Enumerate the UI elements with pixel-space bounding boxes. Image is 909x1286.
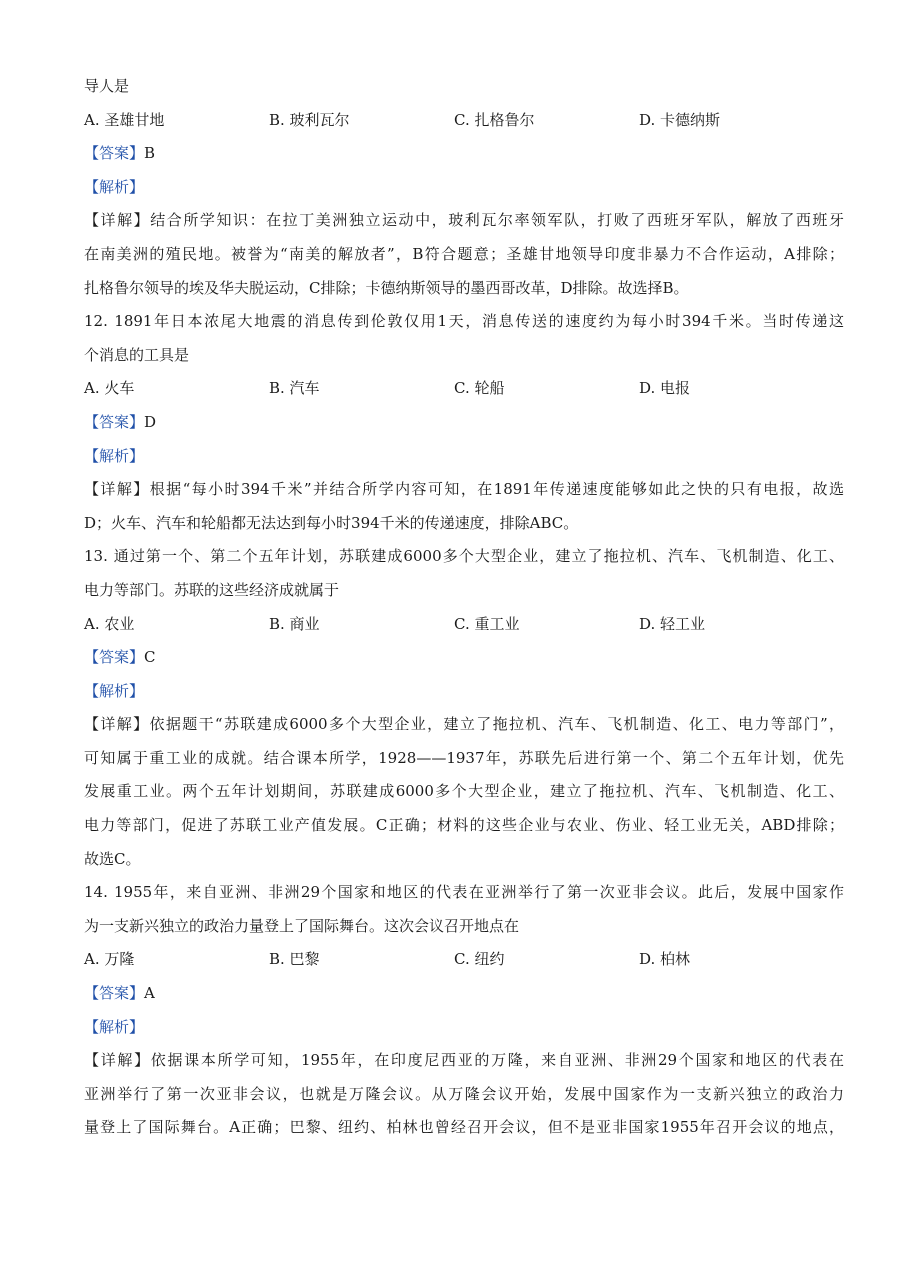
q14-analysis-heading xyxy=(84,1011,844,1045)
q11-options xyxy=(84,104,844,138)
detail-tag: 【详解】 xyxy=(84,1051,151,1070)
q14-detail-line-2: 亚洲举行了第一次亚非会议，也就是万隆会议。从万隆会议开始，发展中国家作为一支新兴独立的政治力 xyxy=(84,1084,844,1103)
q11-option-c: C. 扎格鲁尔 xyxy=(454,110,535,129)
answer-value: A xyxy=(144,984,155,1003)
q11-answer xyxy=(84,137,844,171)
q14-option-a: A. 万隆 xyxy=(84,950,135,969)
q12-options xyxy=(84,372,844,406)
q12-option-a: A. 火车 xyxy=(84,379,135,398)
q12-option-d: D. 电报 xyxy=(639,379,691,398)
q13-stem-line-2: 电力等部门。苏联的这些经济成就属于 xyxy=(84,580,340,599)
q11-option-a: A. 圣雄甘地 xyxy=(84,110,165,129)
q13-option-b: B. 商业 xyxy=(269,614,320,633)
q14-option-d: D. 柏林 xyxy=(639,950,691,969)
answer-tag: 【答案】 xyxy=(84,648,145,667)
q11-stem-tail: 导人是 xyxy=(84,77,130,95)
q14-options xyxy=(84,943,844,977)
q14-detail-line-1: 【详解】依据课本所学可知，1955年，在印度尼西亚的万隆，来自亚洲、非洲29个国家和地区的代表在 xyxy=(84,1051,844,1070)
answer-value: C xyxy=(144,648,156,667)
q11-option-b: B. 玻利瓦尔 xyxy=(269,110,350,129)
detail-tag: 【详解】 xyxy=(84,211,151,230)
q13-detail-line-3: 发展重工业。两个五年计划期间，苏联建成6000多个大型企业，建立了拖拉机、汽车、飞机制造、化工、 xyxy=(84,782,844,801)
q13-analysis-heading xyxy=(84,675,844,709)
q11-detail-line-2: 在南美洲的殖民地。被誉为“南美的解放者”，B符合题意；圣雄甘地领导印度非暴力不合作运动，A排除； xyxy=(84,244,844,263)
q11-detail-line-1: 【详解】结合所学知识：在拉丁美洲独立运动中，玻利瓦尔率领军队，打败了西班牙军队，解放了西班牙 xyxy=(84,211,844,230)
answer-tag: 【答案】 xyxy=(84,412,145,431)
q14-stem-line-2: 为一支新兴独立的政治力量登上了国际舞台。这次会议召开地点在 xyxy=(84,916,520,935)
q13-detail-line-1: 【详解】依据题干“苏联建成6000多个大型企业，建立了拖拉机、汽车、飞机制造、化工、电力等部门”， xyxy=(84,715,844,734)
q13-options xyxy=(84,608,844,642)
q14-option-c: C. 纽约 xyxy=(454,950,505,969)
detail-tag: 【详解】 xyxy=(84,480,150,499)
q11-analysis-heading xyxy=(84,171,844,205)
q12-detail-line-2: D；火车、汽车和轮船都无法达到每小时394千米的传递速度，排除ABC。 xyxy=(84,513,579,532)
q11-detail-line-3: 扎格鲁尔领导的埃及华夫脱运动，C排除；卡德纳斯领导的墨西哥改革，D排除。故选择B。 xyxy=(84,278,689,297)
q13-detail-line-4: 电力等部门，促进了苏联工业产值发展。C正确；材料的这些企业与农业、伤业、轻工业无关，ABD排除； xyxy=(84,816,844,835)
q12-detail-line-1: 【详解】根据“每小时394千米”并结合所学内容可知，在1891年传递速度能够如此之快的只有电报，故选 xyxy=(84,480,844,499)
q13-stem-line-1: 13. 通过第一个、第二个五年计划，苏联建成6000多个大型企业，建立了拖拉机、汽车、飞机制造、化工、 xyxy=(84,547,844,566)
q14-answer xyxy=(84,977,844,1011)
answer-tag: 【答案】 xyxy=(84,984,145,1003)
q13-option-a: A. 农业 xyxy=(84,614,135,633)
q12-option-c: C. 轮船 xyxy=(454,379,505,398)
q13-option-c: C. 重工业 xyxy=(454,614,520,633)
q14-detail-line-3: 量登上了国际舞台。A正确；巴黎、纽约、柏林也曾经召开会议，但不是亚非国家1955年召开会议的地点， xyxy=(84,1118,844,1137)
analysis-tag: 【解析】 xyxy=(84,681,145,700)
q13-answer xyxy=(84,641,844,675)
q11-option-d: D. 卡德纳斯 xyxy=(639,110,721,129)
answer-value: D xyxy=(144,412,157,431)
answer-tag: 【答案】 xyxy=(84,144,145,163)
q13-detail-line-2: 可知属于重工业的成就。结合课本所学，1928——1937年，苏联先后进行第一个、第二个五年计划，优先 xyxy=(84,748,844,767)
q14-option-b: B. 巴黎 xyxy=(269,950,320,969)
exam-page xyxy=(84,70,844,1145)
q14-stem-line-1: 14. 1955年，来自亚洲、非洲29个国家和地区的代表在亚洲举行了第一次亚非会议。此后，发展中国家作 xyxy=(84,883,844,902)
q12-answer xyxy=(84,406,844,440)
analysis-tag: 【解析】 xyxy=(84,446,145,465)
q12-option-b: B. 汽车 xyxy=(269,379,320,398)
analysis-tag: 【解析】 xyxy=(84,1017,145,1036)
analysis-tag: 【解析】 xyxy=(84,177,145,196)
answer-value: B xyxy=(144,144,156,163)
q13-option-d: D. 轻工业 xyxy=(639,614,706,633)
q12-stem-line-1: 12. 1891年日本浓尾大地震的消息传到伦敦仅用1天，消息传送的速度约为每小时394千米。当时传递这 xyxy=(84,312,844,331)
q12-analysis-heading xyxy=(84,440,844,474)
q13-detail-line-5: 故选C。 xyxy=(84,849,141,868)
q12-stem-line-2: 个消息的工具是 xyxy=(84,345,190,364)
detail-tag: 【详解】 xyxy=(84,715,150,734)
